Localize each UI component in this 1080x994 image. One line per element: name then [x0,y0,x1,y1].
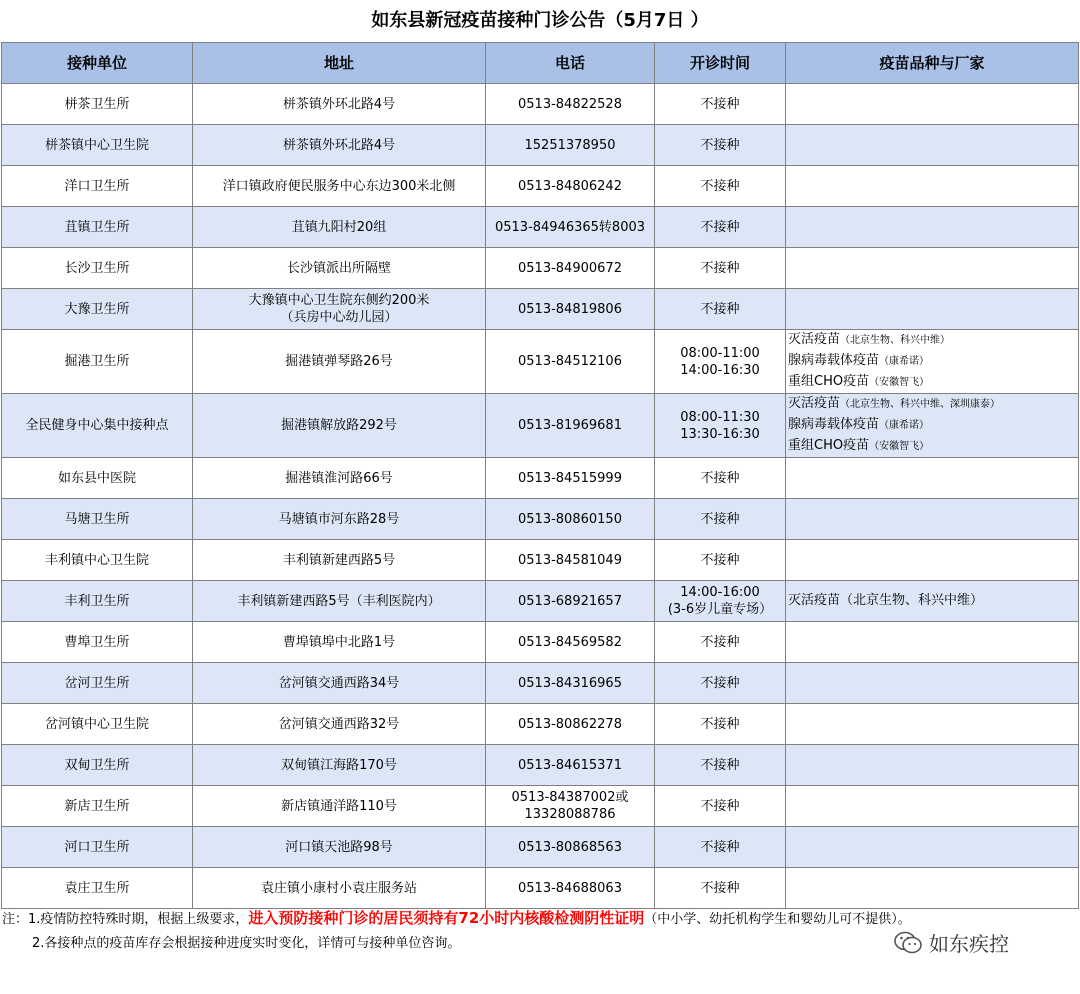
table-row [2,704,1079,745]
cell-unit: 长沙卫生所 [2,248,193,289]
cell-address-line: 岔河镇交通西路34号 [278,675,400,691]
cell-phone [486,84,655,125]
cell-phone-line: 0513-84822528 [518,96,622,112]
cell-unit: 袁庄卫生所 [2,868,193,909]
cell-time-line: 13:30-16:30 [680,426,760,442]
cell-phone-line: 0513-80860150 [518,511,622,527]
col-header-vaccine: 疫苗品种与厂家 [786,43,1079,84]
cell-unit: 掘港卫生所 [2,330,193,394]
cell-address [193,745,486,786]
cell-time-line: 不接种 [700,880,740,896]
table-row [2,166,1079,207]
cell-address-line: 岔河镇交通西路32号 [278,716,400,732]
cell-time [655,125,786,166]
vaccine-maker: （康希诺） [879,420,930,431]
cell-phone [486,394,655,458]
cell-vaccine [786,704,1079,745]
note-1-highlight: 进入预防接种门诊的居民须持有72小时内核酸检测阴性证明 [248,909,645,927]
cell-phone-line: 0513-80862278 [518,716,622,732]
table-row [2,84,1079,125]
cell-phone-line: 0513-84515999 [518,470,622,486]
table-row [2,827,1079,868]
table-row [2,394,1079,458]
cell-phone [486,581,655,622]
cell-time [655,248,786,289]
cell-phone [486,248,655,289]
table-row [2,458,1079,499]
cell-address-line: 长沙镇派出所隔壁 [286,260,391,276]
cell-phone-line: 0513-68921657 [518,593,622,609]
cell-address-line: 大豫镇中心卫生院东侧约200米 [248,293,430,308]
cell-vaccine [786,868,1079,909]
cell-phone [486,745,655,786]
cell-unit: 丰利卫生所 [2,581,193,622]
cell-time-line: 不接种 [700,716,740,732]
cell-phone-line: 0513-84819806 [518,301,622,317]
cell-phone-line: 0513-84946365转8003 [494,219,646,235]
cell-time-line: 不接种 [700,301,740,317]
cell-vaccine [786,622,1079,663]
cell-time-line: 不接种 [700,260,740,276]
cell-phone-line: 0513-84387002或 [511,790,629,805]
cell-unit: 曹埠卫生所 [2,622,193,663]
vaccine-maker: （安徽智飞） [869,441,930,452]
vaccine-entry [788,436,1074,457]
cell-phone-line: 0513-81969681 [518,418,622,433]
note-1-prefix: 注：1.疫情防控特殊时期，根据上级要求， [2,912,249,927]
cell-vaccine [786,125,1079,166]
cell-phone-line: 0513-84512106 [518,354,622,369]
cell-time-line: 不接种 [700,137,740,153]
cell-phone [486,166,655,207]
vaccine-entry [788,394,1074,415]
page-title: 如东县新冠疫苗接种门诊公告（5月7日 ） [371,10,709,31]
vaccine-maker: （北京生物、科兴中维） [840,335,951,346]
cell-time [655,330,786,394]
cell-phone [486,622,655,663]
vaccine-entry [788,372,1074,393]
cell-time-line: 08:00-11:30 [680,409,760,425]
watermark [893,928,1009,957]
cell-time-line: 不接种 [700,511,740,527]
cell-unit: 丰利镇中心卫生院 [2,540,193,581]
cell-unit: 洋口卫生所 [2,166,193,207]
cell-phone-line: 0513-84316965 [518,675,622,691]
vaccine-entry [788,351,1074,372]
cell-address [193,394,486,458]
vaccine-name: 灭活疫苗 [788,396,841,411]
table-header-row [2,43,1079,84]
cell-address [193,84,486,125]
cell-vaccine [786,745,1079,786]
cell-address-line: 栟茶镇外环北路4号 [282,96,396,112]
cell-time-line: 不接种 [700,675,740,691]
cell-phone [486,458,655,499]
cell-address-line: （兵房中心幼儿园） [280,310,398,325]
cell-time-line: 14:00-16:30 [680,362,760,378]
cell-address [193,330,486,394]
cell-time [655,394,786,458]
cell-phone [486,663,655,704]
cell-address [193,125,486,166]
vaccine-maker: （康希诺） [879,356,930,367]
cell-phone [486,868,655,909]
cell-time [655,786,786,827]
cell-vaccine [786,540,1079,581]
cell-vaccine [786,458,1079,499]
cell-address [193,207,486,248]
cell-address-line: 丰利镇新建西路5号 [282,552,396,568]
cell-time [655,166,786,207]
cell-time-line: (3-6岁儿童专场） [667,602,773,617]
cell-unit: 大豫卫生所 [2,289,193,330]
cell-time-line: 不接种 [700,470,740,486]
cell-address [193,663,486,704]
cell-time [655,289,786,330]
cell-address [193,248,486,289]
cell-address-line: 双甸镇江海路170号 [281,757,397,773]
cell-unit: 河口卫生所 [2,827,193,868]
table-row [2,622,1079,663]
cell-vaccine [786,786,1079,827]
cell-address [193,289,486,330]
table-row [2,540,1079,581]
cell-address-line: 马塘镇市河东路28号 [278,511,400,527]
cell-time [655,540,786,581]
cell-address-line: 新店镇通洋路110号 [281,798,397,814]
cell-vaccine [786,289,1079,330]
cell-address-line: 苴镇九阳村20组 [291,219,387,235]
cell-address [193,166,486,207]
cell-vaccine [786,827,1079,868]
cell-address-line: 掘港镇淮河路66号 [285,470,393,486]
cell-address [193,499,486,540]
cell-unit: 双甸卫生所 [2,745,193,786]
vaccine-name: 重组CHO疫苗 [788,374,870,389]
cell-address [193,827,486,868]
col-header-unit: 接种单位 [2,43,193,84]
vaccine-entry [788,591,1074,611]
cell-time [655,458,786,499]
cell-address [193,581,486,622]
table-body [2,84,1079,909]
vaccine-name: 腺病毒载体疫苗 [788,353,880,368]
cell-unit: 苴镇卫生所 [2,207,193,248]
table-row [2,745,1079,786]
cell-address [193,868,486,909]
cell-time [655,868,786,909]
cell-time [655,745,786,786]
vaccine-entry [788,330,1074,351]
cell-phone-line: 15251378950 [524,137,616,153]
cell-time [655,499,786,540]
table-row [2,499,1079,540]
vaccine-entry [788,415,1074,436]
table-row [2,125,1079,166]
cell-address-line: 曹埠镇埠中北路1号 [282,634,396,650]
cell-phone-line: 0513-84569582 [518,634,622,650]
vaccine-name: 灭活疫苗（北京生物、科兴中维） [788,593,984,608]
wechat-icon [893,930,923,956]
cell-time-line: 08:00-11:00 [680,345,760,361]
cell-vaccine [786,330,1079,394]
cell-unit: 岔河镇中心卫生院 [2,704,193,745]
cell-phone [486,827,655,868]
cell-phone [486,499,655,540]
table-row [2,581,1079,622]
cell-unit: 如东县中医院 [2,458,193,499]
cell-phone-line: 0513-84688063 [518,880,622,896]
cell-phone-line: 0513-80868563 [518,839,622,855]
cell-address-line: 袁庄镇小康村小袁庄服务站 [260,880,417,896]
note-1-suffix: （中小学、幼托机构学生和婴幼儿可不提供）。 [644,912,911,927]
vaccine-maker: （安徽智飞） [869,377,930,388]
cell-address [193,704,486,745]
cell-time [655,827,786,868]
cell-time [655,581,786,622]
cell-phone [486,540,655,581]
cell-phone [486,289,655,330]
cell-unit: 岔河卫生所 [2,663,193,704]
table-row [2,663,1079,704]
cell-unit: 马塘卫生所 [2,499,193,540]
cell-time [655,622,786,663]
cell-vaccine [786,581,1079,622]
col-header-phone: 电话 [486,43,655,84]
cell-time-line: 不接种 [700,798,740,814]
cell-time-line: 不接种 [700,634,740,650]
clinic-table [1,42,1079,909]
vaccine-name: 灭活疫苗 [788,332,841,347]
cell-phone-line: 13328088786 [524,807,616,822]
cell-address-line: 掘港镇解放路292号 [281,418,397,433]
cell-address-line: 洋口镇政府便民服务中心东边300米北侧 [222,178,456,194]
cell-phone [486,207,655,248]
cell-phone-line: 0513-84900672 [518,260,622,276]
cell-time [655,663,786,704]
cell-time-line: 不接种 [700,552,740,568]
cell-phone [486,704,655,745]
cell-address-line: 栟茶镇外环北路4号 [282,137,396,153]
table-row [2,868,1079,909]
cell-vaccine [786,207,1079,248]
table-row [2,786,1079,827]
table-row [2,248,1079,289]
cell-phone-line: 0513-84581049 [518,552,622,568]
vaccine-maker: （北京生物、科兴中维、深圳康泰） [840,399,1001,410]
cell-vaccine [786,499,1079,540]
watermark-text: 如东疾控 [929,932,1009,956]
cell-address-line: 掘港镇弹琴路26号 [285,354,393,369]
col-header-time: 开诊时间 [655,43,786,84]
vaccine-name: 重组CHO疫苗 [788,438,870,453]
cell-time-line: 不接种 [700,178,740,194]
cell-unit: 新店卫生所 [2,786,193,827]
cell-phone [486,330,655,394]
table-row [2,207,1079,248]
cell-phone-line: 0513-84806242 [518,178,622,194]
cell-vaccine [786,166,1079,207]
cell-vaccine [786,663,1079,704]
table-row [2,330,1079,394]
cell-unit: 栟茶卫生所 [2,84,193,125]
cell-address-line: 河口镇天池路98号 [285,839,393,855]
cell-address [193,458,486,499]
cell-phone-line: 0513-84615371 [518,757,622,773]
cell-phone [486,786,655,827]
vaccine-name: 腺病毒载体疫苗 [788,417,880,432]
cell-unit: 栟茶镇中心卫生院 [2,125,193,166]
cell-time [655,84,786,125]
cell-vaccine [786,84,1079,125]
note-2: 2.各接种点的疫苗库存会根据接种进度实时变化，详情可与接种单位咨询。 [32,936,461,951]
cell-unit: 全民健身中心集中接种点 [2,394,193,458]
col-header-address: 地址 [193,43,486,84]
cell-address [193,786,486,827]
cell-phone [486,125,655,166]
cell-time-line: 不接种 [700,757,740,773]
cell-vaccine [786,394,1079,458]
cell-address [193,540,486,581]
cell-time-line: 不接种 [700,219,740,235]
cell-address-line: 丰利镇新建西路5号（丰利医院内） [237,593,441,609]
cell-time-line: 不接种 [700,839,740,855]
cell-time [655,704,786,745]
cell-address [193,622,486,663]
cell-time-line: 14:00-16:00 [680,585,760,600]
cell-time [655,207,786,248]
cell-time-line: 不接种 [700,96,740,112]
table-row [2,289,1079,330]
cell-vaccine [786,248,1079,289]
